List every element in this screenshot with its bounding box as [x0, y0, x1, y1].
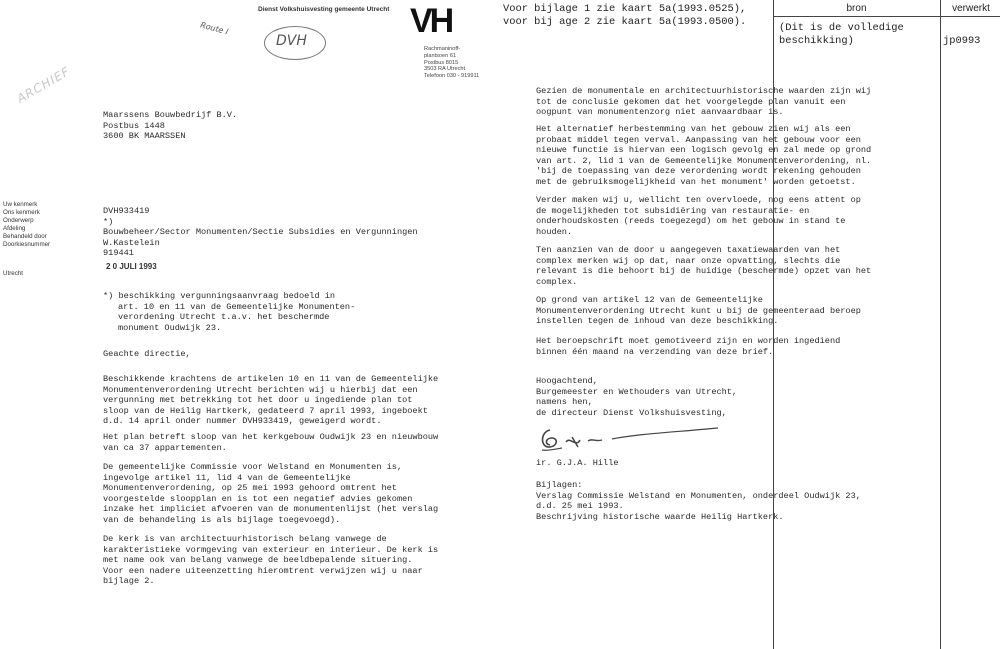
right-paragraph [536, 124, 871, 187]
text-line: ingevolge artikel 11, lid 4 van de Gemeentelijke [103, 472, 351, 483]
closing-line: Hoogachtend, [536, 376, 598, 386]
right-paragraph [536, 295, 861, 327]
closing-line: de directeur Dienst Volkshuisvesting, [536, 407, 727, 418]
text-line: Voor een nadere uiteenzetting hieromtrent verwijzen wij u naar [103, 565, 423, 576]
closing-line: Burgemeester en Wethouders van Utrecht, [536, 386, 738, 397]
meta-value-doorkiesnummer: 919441 [103, 248, 134, 258]
meta-values [103, 206, 418, 259]
meta-label: Ons kenmerk [3, 209, 40, 217]
recipient-line: 3600 BK MAARSSEN [103, 131, 186, 141]
text-line: De kerk is van architectuurhistorisch belang vanwege de [103, 534, 387, 544]
recipient-address [103, 110, 237, 142]
archive-code: jp0993 [943, 35, 981, 47]
attachment-line: d.d. 25 mei 1993. [536, 501, 624, 511]
recipient-line: Maarssens Bouwbedrijf B.V. [103, 110, 238, 120]
text-line: De gemeentelijke Commissie voor Welstand en Monumenten is, [103, 462, 403, 472]
right-page [500, 0, 1000, 649]
text-line: d.d. 14 april onder nummer DVH933419, geweigerd wordt. [103, 416, 382, 426]
text-line: Het alternatief herbestemming van het gebouw zien wij als een [536, 124, 851, 134]
reference-line: voor bij age 2 zie kaart 5a(1993.0500). [503, 16, 747, 28]
address-line: Postbus 8015 [424, 59, 459, 66]
text-line: Gezien de monumentale en architectuurhistorische waarden zijn wij [536, 86, 872, 96]
attachment-line: Beschrijving historische waarde Heilig Hartkerk. [536, 511, 784, 522]
signature [536, 420, 726, 456]
place-label: Utrecht [3, 270, 23, 277]
text-line: relevant is die behoort bij de huidige (beschermde) opzet van het [536, 266, 872, 276]
text-line: met de gebruiksmogelijkheid van het monument' worden getoetst. [536, 176, 856, 187]
text-line: bijlage 2. [103, 576, 155, 586]
note-line: beschikking) [779, 35, 854, 47]
address-line: 3503 RA Utrecht [424, 66, 466, 73]
text-line: Het plan betreft sloop van het kerkgebouw Oudwijk 23 en nieuwbouw [103, 432, 439, 442]
text-line: houden. [536, 226, 573, 237]
left-paragraph [103, 432, 438, 453]
department-name: Dienst Volkshuisvesting gemeente Utrecht [258, 6, 390, 13]
address-line: Rachmaninoff- [424, 46, 461, 52]
text-line: Ten aanzien van de door u aangegeven taxatiewaarden van het [536, 245, 841, 255]
text-line: met name ook van belang vanwege de beeldbepalende situering. [103, 555, 413, 565]
meta-value-ons-kenmerk: DVH933419 [103, 206, 150, 216]
text-line: inzake het impliciet afvoeren van de monumentenlijst (het verslag [103, 504, 439, 514]
text-line: Verder maken wij u, wellicht ten overvloede, nog eens attent op [536, 195, 861, 205]
subject-line: verordening Utrecht t.a.v. het beschermde [118, 312, 330, 322]
text-line: tot de conclusie gekomen dat het voorgelegde plan vanuit een [536, 96, 846, 107]
subject-line: art. 10 en 11 van de Gemeentelijke Monumenten- [118, 301, 356, 312]
vh-logo: VH [410, 2, 452, 40]
archive-stamp: ARCHIEF [14, 64, 73, 106]
address-line: Telefoon 030 - 919911 [424, 73, 480, 80]
meta-value-afdeling: Bouwbeheer/Sector Monumenten/Sectie Subsidies en Vergunningen [103, 227, 418, 237]
closing-line: namens hen, [536, 397, 593, 407]
archive-reference [503, 3, 746, 29]
meta-label: Behandeld door [3, 233, 47, 241]
salutation: Geachte directie, [103, 349, 191, 359]
text-line: Monumentenverordening, op 25 mei 1993 gehoord omtrent het [103, 483, 397, 493]
dvh-annotation: DVH [276, 33, 307, 49]
archive-note [779, 22, 904, 48]
address-line: plantsoen 61 [424, 52, 457, 59]
signatory-name: ir. G.J.A. Hille [536, 458, 619, 468]
text-line: Het beroepschrift moet gemotiveerd zijn en worden ingediend [536, 336, 841, 346]
text-line: van de behandeling is als bijlage toegevoegd). [103, 514, 341, 525]
text-line: van ca 37 appartementen. [103, 442, 227, 453]
letterhead-address [424, 46, 479, 80]
left-paragraph [103, 534, 438, 587]
text-line: vergunning met betrekking tot het door u ingediende plan tot [103, 395, 413, 405]
verwerkt-label: verwerkt [952, 3, 990, 14]
text-line: Op grond van artikel 12 van de Gemeentelijke [536, 295, 763, 305]
meta-labels [3, 201, 50, 250]
bron-label: bron [846, 3, 867, 14]
note-line: (Dit is de volledige [779, 22, 904, 34]
text-line: Monumentenverordening Utrecht berichten wij u hierbij dat een [103, 384, 418, 395]
subject-line: *) beschikking vergunningsaanvraag bedoeld in [103, 291, 336, 301]
subject-note [103, 291, 355, 333]
header-hline [773, 16, 1000, 17]
text-line: de mogelijkheden tot subsidiëring van restauratie- en [536, 205, 810, 216]
left-paragraph [103, 462, 438, 525]
attachment-line: Verslag Commissie Welstand en Monumenten, onderdeel Oudwijk 23, [536, 490, 861, 501]
subject-line: monument Oudwijk 23. [118, 322, 222, 333]
header-vline-right [940, 0, 941, 649]
text-line: Monumentenverordening Utrecht kunt u bij de gemeenteraad beroep [536, 305, 861, 316]
attachments [536, 480, 861, 522]
text-line: complex merken wij op dat, naar onze opvatting, slechts die [536, 255, 841, 266]
route-annotation: Route I [199, 20, 230, 37]
right-paragraph [536, 86, 871, 118]
meta-label: Afdeling [3, 225, 26, 233]
right-paragraph [536, 336, 840, 357]
meta-value-onderwerp: *) [103, 216, 114, 227]
reference-line: Voor bijlage 1 zie kaart 5a(1993.0525), [503, 3, 747, 15]
meta-value-behandeld-door: W.Kastelein [103, 237, 160, 248]
closing [536, 376, 737, 418]
text-line: 'bij de toepassing van deze verordening wordt rekening gehouden [536, 166, 861, 176]
right-paragraph [536, 245, 871, 287]
text-line: probaat middel tegen verval. Aanpassing van het gebouw voor een [536, 134, 861, 145]
meta-label: Onderwerp [3, 217, 34, 225]
letter-date: 2 0 JULI 1993 [106, 262, 157, 271]
left-paragraph [103, 374, 438, 427]
text-line: van art. 2, lid 1 van de Gemeentelijke Monumentenverordening, nl. [536, 155, 872, 166]
text-line: karakteristieke vormgeving van exterieur en interieur. De kerk is [103, 544, 439, 555]
text-line: onderhoudskosten (reeds toegezegd) om het gebouw in stand te [536, 216, 846, 226]
recipient-line: Postbus 1448 [103, 120, 165, 131]
text-line: nieuwe functie is hiervan een logisch gevolg en zal mede op grond [536, 145, 872, 155]
text-line: sloop van de Heilig Hartkerk, gedateerd 7 april 1993, ingeboekt [103, 405, 428, 416]
text-line: binnen één maand na verzending van deze brief. [536, 346, 774, 357]
text-line: instellen tegen de inhoud van deze beschikking. [536, 316, 779, 326]
meta-label: Uw kenmerk [3, 201, 38, 208]
meta-label: Doorkiesnummer [3, 241, 51, 249]
text-line: oogpunt van monumentenzorg niet aanvaardbaar is. [536, 107, 784, 117]
text-line: Beschikkende krachtens de artikelen 10 en 11 van de Gemeentelijke [103, 374, 439, 384]
text-line: complex. [536, 276, 578, 287]
text-line: voorgestelde sloopplan en is tot een negatief advies gekomen [103, 493, 413, 504]
right-paragraph [536, 195, 861, 237]
attachments-heading: Bijlagen: [536, 480, 583, 490]
